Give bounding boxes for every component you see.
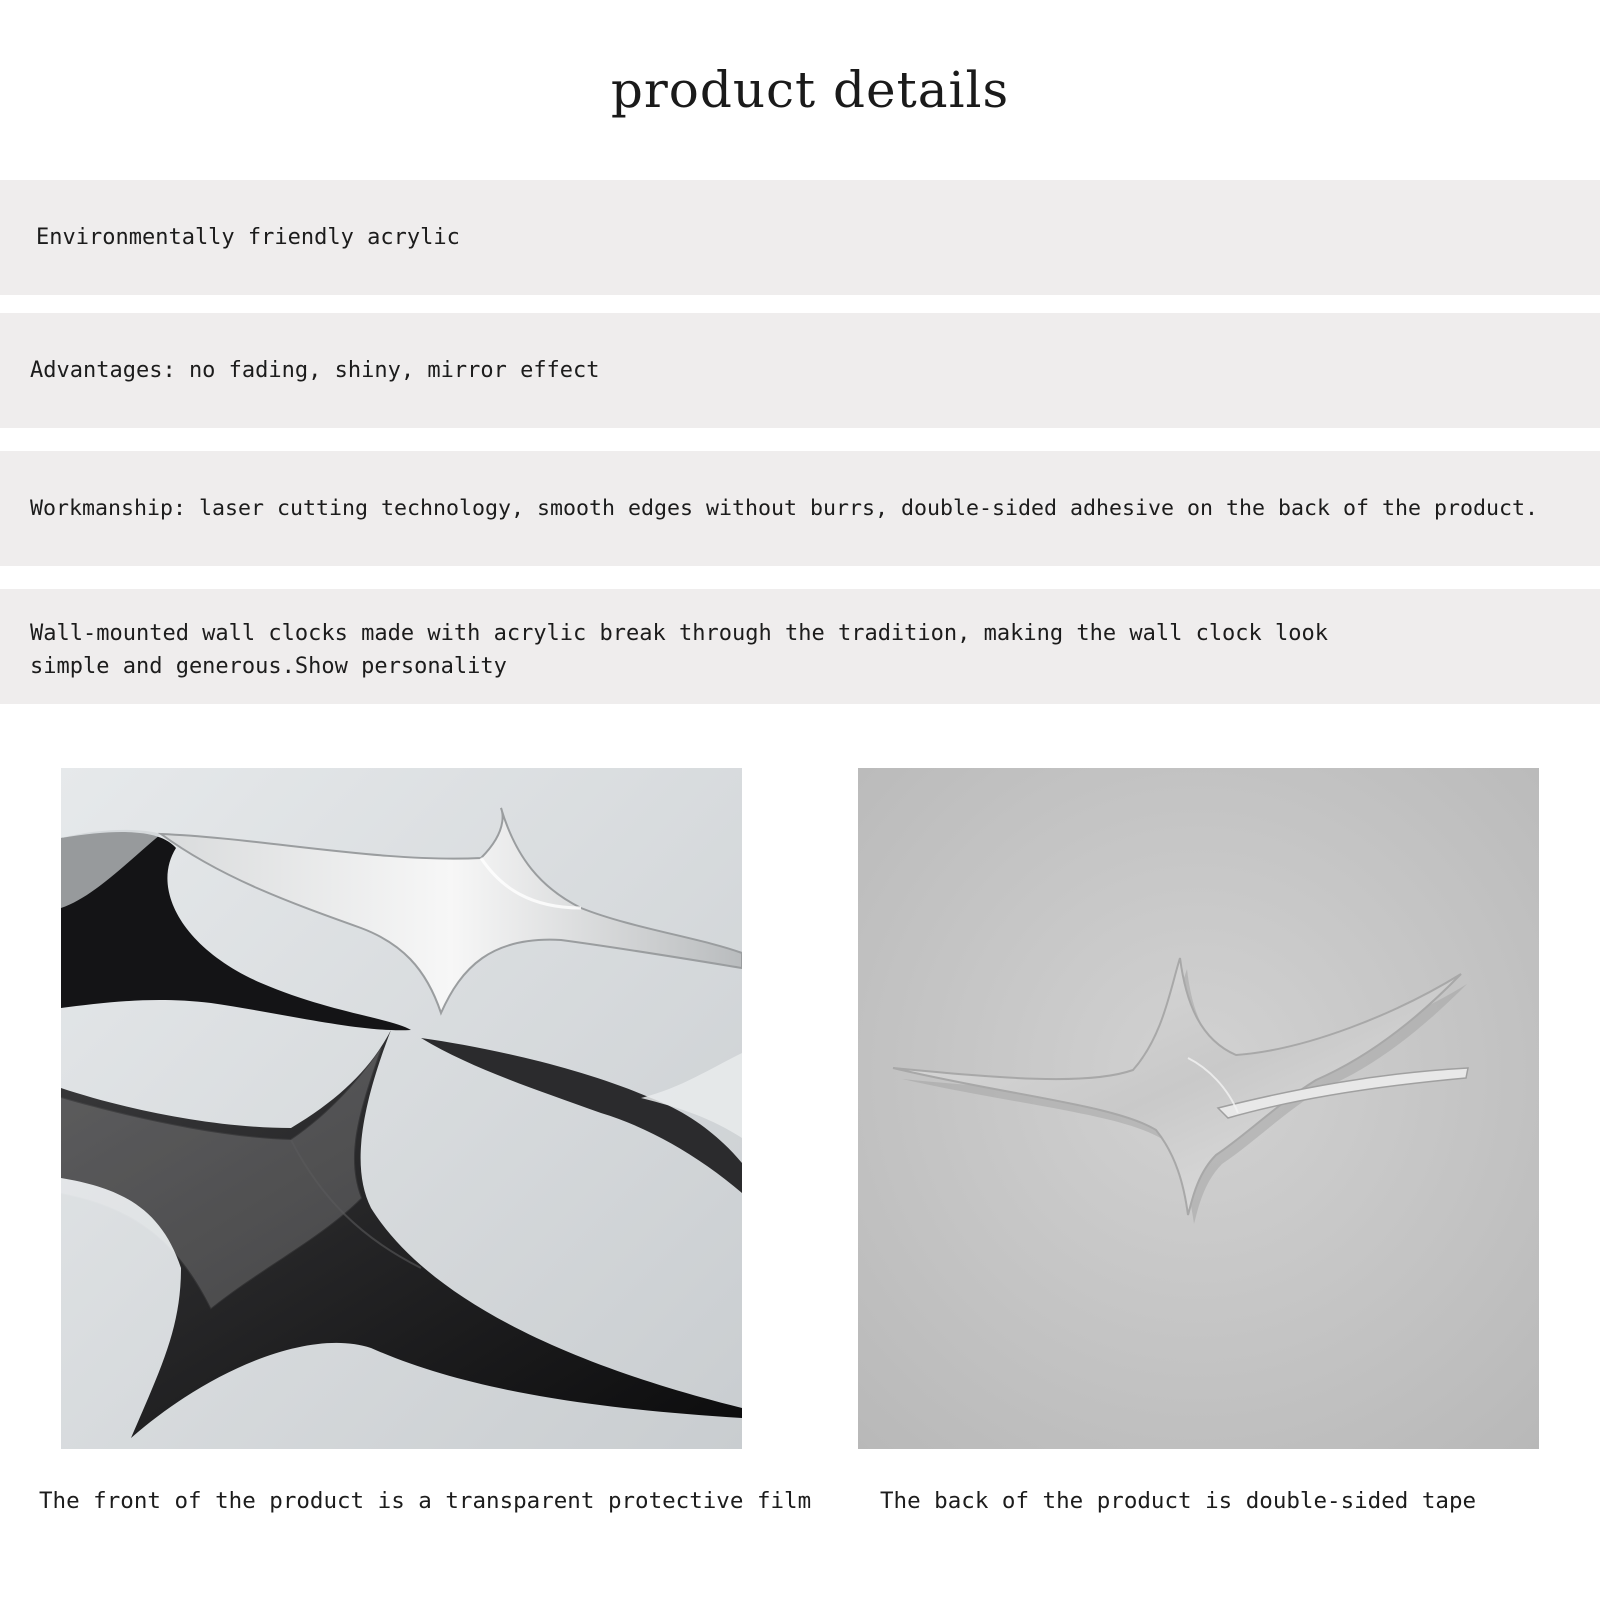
front-photo-caption: The front of the product is a transparent protective film xyxy=(39,1488,812,1514)
product-front-photo xyxy=(61,768,742,1449)
product-back-photo xyxy=(858,768,1539,1449)
description-line-1: Wall-mounted wall clocks made with acrylic break through the tradition, making the wall clock look xyxy=(30,621,1329,646)
back-photo-illustration xyxy=(858,768,1539,1449)
description-line-2: simple and generous.Show personality xyxy=(30,654,507,679)
feature-text-workmanship: Workmanship: laser cutting technology, smooth edges without burrs, double-sided adhesive on the back of the product. xyxy=(30,496,1539,521)
description-band xyxy=(0,589,1600,704)
back-photo-caption: The back of the product is double-sided tape xyxy=(880,1488,1477,1514)
feature-band-workmanship xyxy=(0,451,1600,566)
description-text xyxy=(30,617,1328,683)
feature-band-advantages xyxy=(0,313,1600,428)
page-title: product details xyxy=(610,61,1010,119)
feature-text-advantages: Advantages: no fading, shiny, mirror effect xyxy=(30,358,600,383)
front-photo-illustration xyxy=(61,768,742,1449)
feature-text-material: Environmentally friendly acrylic xyxy=(36,225,460,250)
feature-band-material xyxy=(0,180,1600,295)
